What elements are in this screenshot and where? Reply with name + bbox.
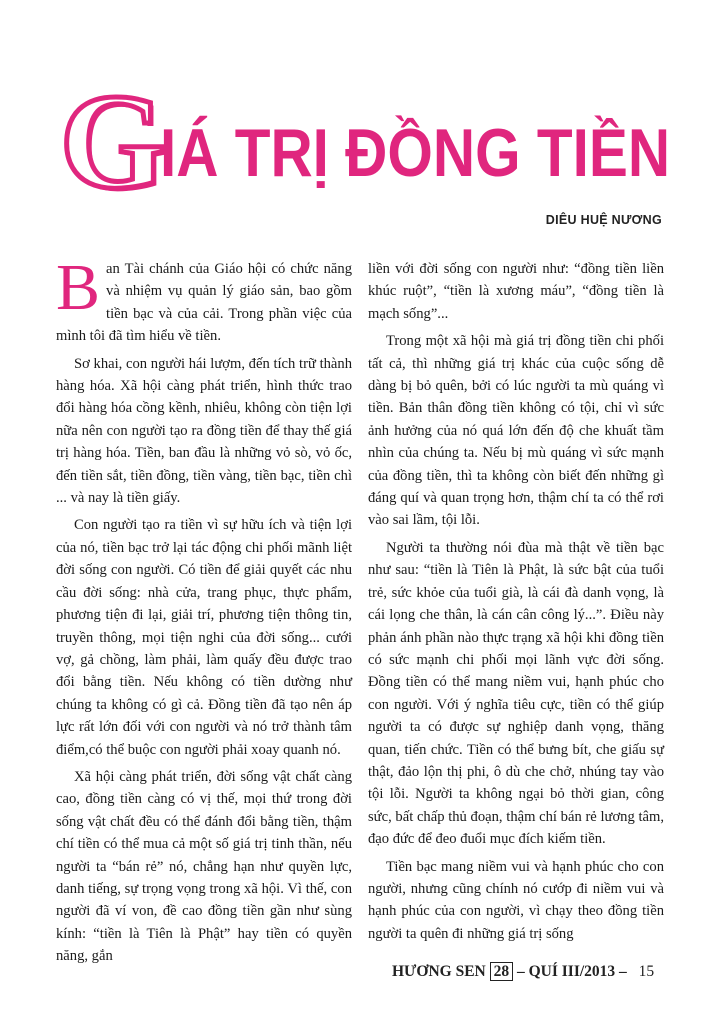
article-title [60, 67, 680, 217]
title-decorative-initial: G [60, 67, 166, 217]
paragraph: Con người tạo ra tiền vì sự hữu ích và tiện lợi của nó, tiền bạc trở lại tác động chi phối mãnh liệt đời sống con người. Có tiền để giải quyết các nhu cầu đời sống: nhà cửa, trang phục, thực phẩm, phương tiện đi lại, giải trí, phương tiện thông tin, truyền thông, mọi tiện nghi của đời sống... cưới vợ, gả chồng, làm phải, làm quấy đều được trao đổi bằng tiền. Nếu không có tiền dường như chúng ta không có gì cả. Đồng tiền đã tạo nên áp lực rất lớn đối với con người và nó trở thành tâm điểm,có thể buộc con người phải xoay quanh nó. [56, 517, 352, 758]
left-column [56, 251, 352, 968]
right-column [368, 258, 664, 945]
page-number: 15 [638, 963, 655, 980]
author-byline: DIÊU HUỆ NƯƠNG [545, 213, 662, 227]
issue-period: – QUÍ III/2013 – [516, 963, 627, 980]
paragraph: Người ta thường nói đùa mà thật về tiền bạc như sau: “tiền là Tiên là Phật, là sức bật của tuổi trẻ, sức khỏe của tuổi già, là cái đà danh vọng, là cái lọng che thân, là cán cân công lý...”. Điều này phản ánh phần nào thực trạng xã hội khi đồng tiền có sức mạnh chi phối mọi lãnh vực đời sống. Đồng tiền có thể mang niềm vui, hạnh phúc cho con người. Với ý nghĩa tiêu cực, tiền có thể giúp người ta có được sự nghiệp danh vọng, thăng quan, tiến chức. Tiền có thể bưng bít, che giấu sự thật, đảo lộn thị phi, ô dù che chở, nhúng tay vào tội lỗi. Người ta không ngại bỏ thời gian, công sức, bất chấp thủ đoạn, thậm chí bán rẻ lương tâm, đạo đức để đeo đuổi mục đích kiếm tiền. [368, 539, 664, 848]
paragraph: Tiền bạc mang niềm vui và hạnh phúc cho con người, nhưng cũng chính nó cướp đi niềm vui và hạnh phúc của con người, vì chạy theo đồng tiền người ta quên đi những giá trị sống [368, 858, 664, 942]
issue-number: 28 [490, 962, 514, 981]
page-footer [392, 962, 672, 981]
paragraph [56, 251, 352, 348]
paragraph: Trong một xã hội mà giá trị đồng tiền chi phối tất cả, thì những giá trị khác của cuộc sống dễ dàng bị bỏ quên, bởi có lúc người ta mù quáng vì tiền. Bản thân đồng tiền không có tội, chỉ vì sức ảnh hưởng của nó quá lớn đến độ che khuất tầm nhìn của chúng ta. Nếu bị mù quáng vì sức mạnh của đồng tiền, thì ta không còn biết đến những gì đáng quí và quan trọng hơn, thậm chí ta có thể rơi vào sai lầm, tội lỗi. [368, 333, 664, 529]
magazine-name: HƯƠNG SEN [392, 963, 486, 980]
title-text: IÁ TRỊ ĐỒNG TIỀN [159, 115, 670, 191]
drop-cap: B [56, 251, 101, 324]
paragraph-text: an Tài chánh của Giáo hội có chức năng và nhiệm vụ quản lý giáo sản, bao gồm tiền bạc và của cải. Trong phần việc của mình tôi đã tìm hiểu về tiền. [56, 261, 352, 345]
paragraph: Sơ khai, con người hái lượm, đến tích trữ thành hàng hóa. Xã hội càng phát triển, hình thức trao đổi hàng hóa cồng kềnh, nhiêu, không còn tiện lợi nữa nên con người tạo ra đồng tiền để thay thế giá trị hàng hóa. Tiền, ban đầu là những vỏ sò, vỏ ốc, đến tiền sắt, tiền đồng, tiền vàng, tiền bạc, tiền chì ... và nay là tiền giấy. [56, 355, 352, 507]
paragraph: Xã hội càng phát triển, đời sống vật chất càng cao, đồng tiền càng có vị thế, mọi thứ trong đời sống vật chất đều có thể đánh đổi bằng tiền, thậm chí tiền có thể mua cả một số giá trị tinh thần, nếu người ta “bán rẻ” nó, chẳng hạn như quyền lực, danh tiếng, sự trọng vọng trong xã hội. Vì thế, con người đã ví von, đề cao đồng tiền gần như sùng kính: “tiền là Tiên là Phật” hay tiền có quyền năng, gắn [56, 768, 352, 965]
paragraph: liền với đời sống con người như: “đồng tiền liền khúc ruột”, “tiền là xương máu”, “đồng tiền là mạch sống”... [368, 261, 664, 322]
